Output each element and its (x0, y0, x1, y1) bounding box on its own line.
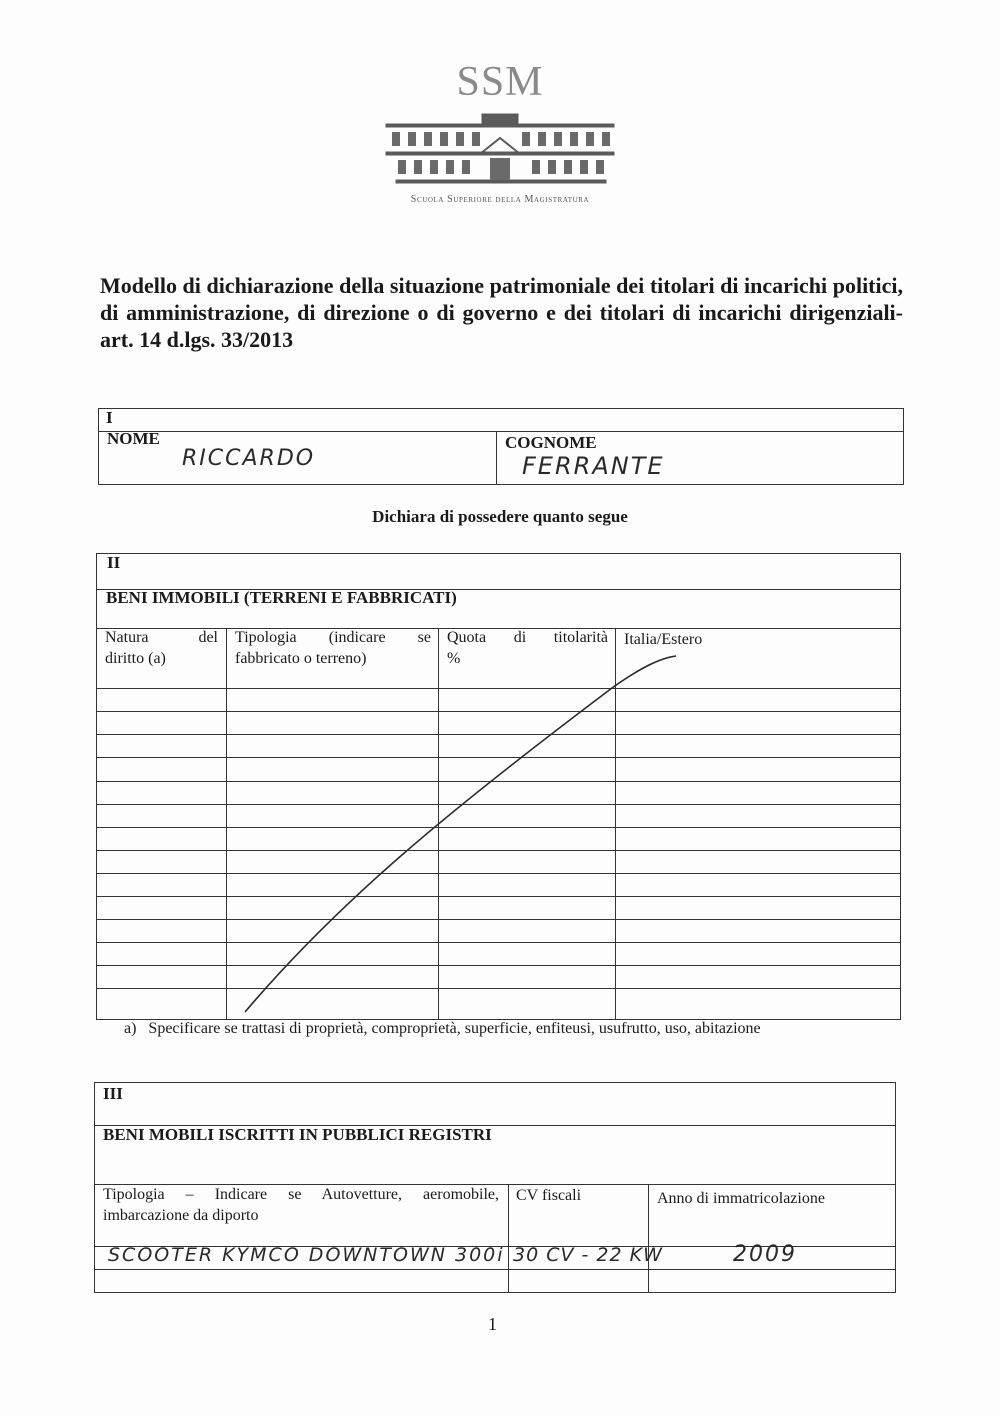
page-number: 1 (488, 1314, 497, 1334)
col-tipologia-line2: fabbricato o terreno) (235, 650, 367, 667)
col-tipologia-veicolo-line1: Tipologia – Indicare se Autovetture, aeromobile, (103, 1186, 499, 1203)
document-title: Modello di dichiarazione della situazione patrimoniale dei titolari di incarichi politici, di amministrazione, di direzione o di governo e dei titolari di incarichi dirigenziali- art. 14 d.lgs. 33/2013 (100, 273, 903, 352)
section-3-heading: BENI MOBILI ISCRITTI IN PUBBLICI REGISTRI (103, 1125, 492, 1144)
cognome-value[interactable]: FERRANTE (522, 452, 665, 480)
vehicle-anno[interactable]: 2009 (733, 1242, 797, 1267)
col-tipologia-veicolo-line2: imbarcazione da diporto (103, 1207, 259, 1224)
col-quota-line2: % (447, 650, 461, 667)
section-1-number: I (106, 408, 113, 427)
section-2-number: II (107, 553, 121, 572)
col-natura-line2: diritto (a) (105, 650, 166, 667)
col-italia-estero: Italia/Estero (624, 631, 703, 648)
vehicle-cv[interactable]: 30 CV - 22 KW (513, 1244, 663, 1266)
nome-value[interactable]: RICCARDO (182, 446, 316, 471)
nome-label: NOME (107, 429, 160, 448)
cognome-label: COGNOME (505, 433, 597, 452)
footnote: a) Specificare se trattasi di proprietà, comproprietà, superficie, enfiteusi, usufrutto, uso, abitazione (124, 1020, 761, 1037)
logo-acronym: SSM (456, 59, 544, 105)
col-quota-line1: Quota di titolarità (447, 629, 608, 646)
section-3-number: III (103, 1084, 123, 1103)
col-tipologia-line1: Tipologia (indicare se (235, 629, 431, 646)
logo-subtitle: Scuola Superiore della Magistratura (410, 194, 590, 205)
declaration-text: Dichiara di possedere quanto segue (372, 507, 628, 526)
col-natura-line1: Natura del (105, 629, 218, 646)
col-anno: Anno di immatricolazione (657, 1190, 825, 1207)
vehicle-tipologia[interactable]: SCOOTER KYMCO DOWNTOWN 300i (108, 1244, 505, 1266)
section-2-heading: BENI IMMOBILI (TERRENI E FABBRICATI) (106, 588, 457, 607)
col-cv-fiscali: CV fiscali (516, 1187, 582, 1204)
